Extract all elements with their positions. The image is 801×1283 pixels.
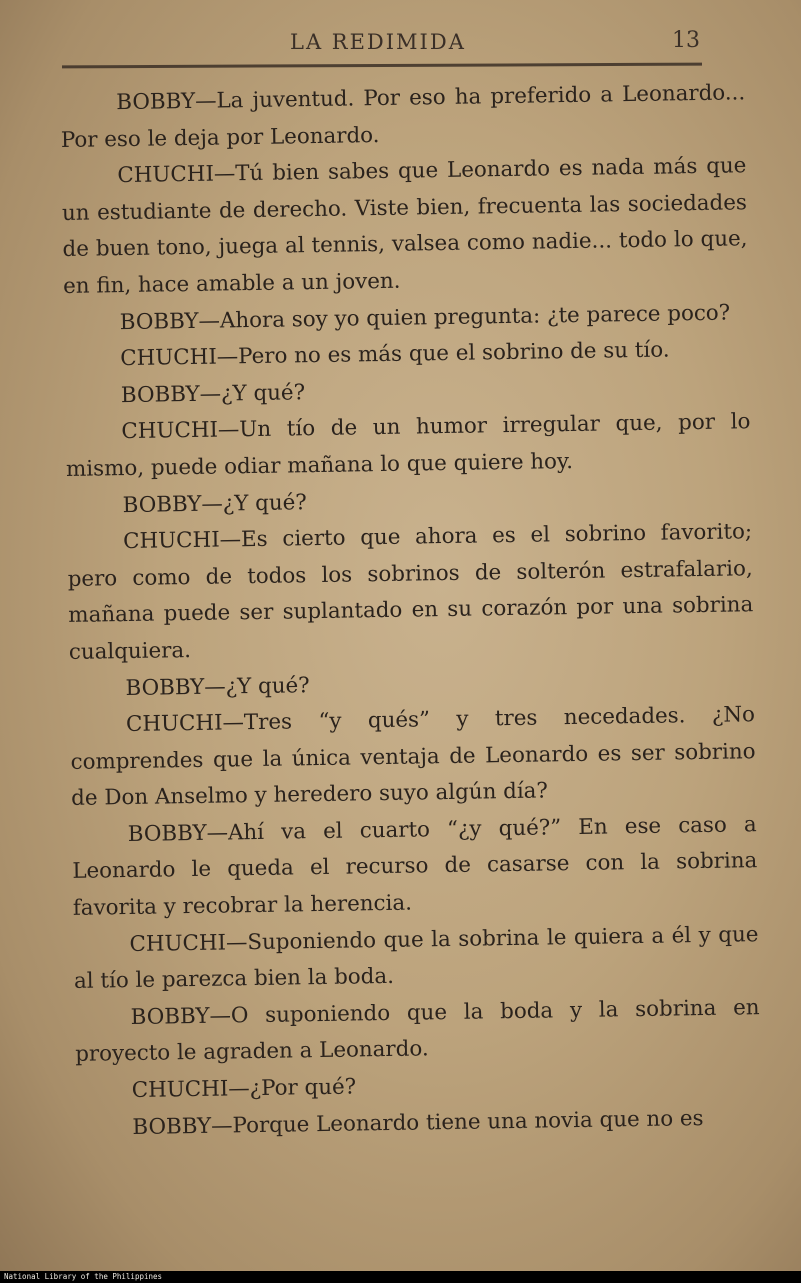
- paragraph: BOBBY—Ahí va el cuarto “¿y qué?” En ese caso a Leonardo le queda el recurso de casarse con la sobrina favorita y recobrar la herencia.: [72, 812, 758, 921]
- footer-credit: National Library of the Philippines: [4, 1272, 163, 1281]
- page-header: [0, 28, 801, 62]
- paragraph: CHUCHI—Suponiendo que la sobrina le quiera a él y que al tío le parezca bien la boda.: [73, 921, 759, 995]
- paragraph: BOBBY—Porque Leonardo tiene una novia que no es: [132, 1105, 704, 1140]
- paragraph: BOBBY—¿Y qué?: [120, 379, 306, 408]
- header-rule: [62, 63, 702, 69]
- paragraph: CHUCHI—Pero no es más que el sobrino de su tío.: [120, 337, 670, 372]
- paragraph: BOBBY—¿Y qué?: [122, 489, 307, 518]
- body-text: [60, 75, 762, 1147]
- running-title: LA REDIMIDA: [290, 30, 466, 54]
- paragraph: CHUCHI—Es cierto que ahora es el sobrino favorito; pero como de todos los sobrinos de solterón estrafalario, mañana puede ser suplantado en su corazón por una sobrina cualquiera.: [67, 519, 754, 665]
- paragraph: CHUCHI—Un tío de un humor irregular que, por lo mismo, puede odiar mañana lo que quiere hoy.: [65, 409, 751, 482]
- paragraph: CHUCHI—¿Por qué?: [131, 1074, 357, 1104]
- paragraph: BOBBY—¿Y qué?: [125, 672, 310, 701]
- paragraph: BOBBY—O suponiendo que la boda y la sobrina en proyecto le agraden a Leonardo.: [75, 994, 760, 1068]
- page-number: 13: [672, 28, 700, 53]
- paragraph: BOBBY—La juventud. Por eso ha preferido a Leonardo... Por eso le deja por Leonardo.: [60, 80, 746, 153]
- paragraph: BOBBY—Ahora soy yo quien pregunta: ¿te parece poco?: [119, 300, 731, 335]
- paragraph: CHUCHI—Tres “y qués” y tres necedades. ¿No comprendes que la única ventaja de Leonardo es ser sobrino de Don Anselmo y heredero suyo algún día?: [70, 702, 756, 812]
- paragraph: CHUCHI—Tú bien sabes que Leonardo es nada más que un estudiante de derecho. Viste bien, frecuenta las sociedades de buen tono, juega al tennis, valsea como nadie... todo lo que, en fin, hace amable a un joven.: [61, 153, 748, 299]
